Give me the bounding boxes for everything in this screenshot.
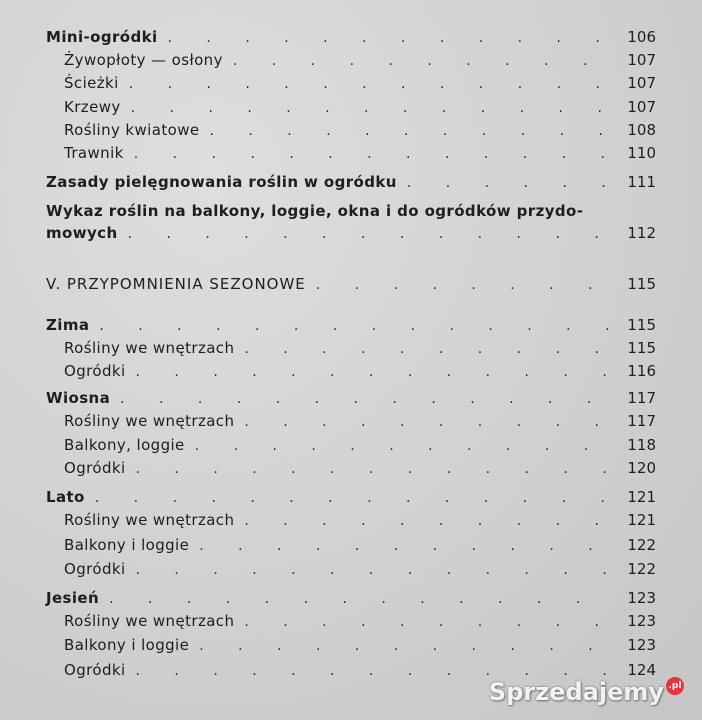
- toc-entry-season: [46, 589, 656, 611]
- toc-entry-wykaz: [46, 224, 656, 246]
- toc-subentry: [64, 560, 656, 582]
- watermark-logo: [489, 678, 684, 706]
- leader-dots: [244, 341, 616, 357]
- toc-entry-title: Żywopłoty — osłony: [64, 51, 223, 69]
- toc-entry-title: Ogródki: [64, 560, 126, 578]
- toc-subentry: [64, 536, 656, 558]
- toc-entry-title: Wiosna: [46, 389, 111, 407]
- toc-entry-page: 106: [627, 28, 656, 46]
- leader-dots: [136, 364, 616, 380]
- leader-dots: [99, 318, 616, 334]
- toc-entry-page: 123: [627, 612, 656, 630]
- leader-dots: [316, 277, 616, 293]
- toc-subentry: [64, 362, 656, 384]
- leader-dots: [131, 100, 616, 116]
- leader-dots: [129, 76, 616, 92]
- toc-entry-wykaz-line1: Wykaz roślin na balkony, loggie, okna i do ogródków przydo-: [46, 202, 584, 220]
- toc-entry-title: Ogródki: [64, 459, 126, 477]
- leader-dots: [195, 438, 616, 454]
- toc-entry-page: 107: [627, 74, 656, 92]
- toc-entry-title: Rośliny we wnętrzach: [64, 412, 235, 430]
- toc-entry-season: [46, 488, 656, 510]
- toc-entry-page: 120: [627, 459, 656, 477]
- toc-entry-page: 121: [627, 511, 656, 529]
- toc-entry-page: 115: [627, 316, 656, 334]
- toc-subentry: [64, 636, 656, 658]
- toc-entry-page: 123: [627, 636, 656, 654]
- leader-dots: [233, 53, 616, 69]
- toc-section-heading: [46, 275, 656, 297]
- toc-entry-title: Ścieżki: [64, 74, 119, 92]
- toc-entry-page: 112: [627, 224, 656, 242]
- toc-entry-page: 122: [627, 560, 656, 578]
- toc-subentry: [64, 511, 656, 533]
- toc-subentry: [64, 412, 656, 434]
- leader-dots: [199, 538, 616, 554]
- toc-entry-title: Trawnik: [64, 144, 124, 162]
- toc-entry-page: 115: [627, 275, 656, 293]
- toc-entry-title: Lato: [46, 488, 85, 506]
- leader-dots: [95, 490, 616, 506]
- toc-entry-title: Zima: [46, 316, 90, 334]
- toc-entry-title: Rośliny we wnętrzach: [64, 511, 235, 529]
- toc-entry-title: Mini-ogródki: [46, 28, 158, 46]
- toc-entry-title: Rośliny kwiatowe: [64, 121, 200, 139]
- watermark-badge: .pl: [666, 677, 684, 695]
- toc-entry-zasady: [46, 173, 656, 195]
- toc-entry-title: Balkony i loggie: [64, 536, 190, 554]
- toc-entry-page: 116: [627, 362, 656, 380]
- leader-dots: [244, 414, 616, 430]
- toc-entry-page: 117: [627, 389, 656, 407]
- leader-dots: [210, 123, 617, 139]
- leader-dots: [407, 175, 616, 191]
- toc-entry-page: 118: [627, 436, 656, 454]
- toc-entry-page: 124: [627, 661, 656, 679]
- toc-entry-title: V. PRZYPOMNIENIA SEZONOWE: [46, 275, 306, 293]
- toc-entry-page: 122: [627, 536, 656, 554]
- toc-entry-page: 107: [627, 98, 656, 116]
- toc-subentry: [64, 612, 656, 634]
- leader-dots: [199, 638, 616, 654]
- leader-dots: [168, 30, 616, 46]
- leader-dots: [136, 663, 616, 679]
- toc-subentry: [64, 144, 656, 166]
- toc-entry-title: Rośliny we wnętrzach: [64, 612, 235, 630]
- toc-subentry: [64, 98, 656, 120]
- toc-entry-page: 121: [627, 488, 656, 506]
- toc-entry-page: 123: [627, 589, 656, 607]
- toc-entry-season: [46, 389, 656, 411]
- toc-entry-page: 111: [627, 173, 656, 191]
- toc-entry-page: 108: [627, 121, 656, 139]
- toc-entry-page: 117: [627, 412, 656, 430]
- toc-entry-page: 110: [627, 144, 656, 162]
- toc-entry-mini-ogrodki: [46, 28, 656, 50]
- toc-subentry: [64, 121, 656, 143]
- toc-entry-title: Rośliny we wnętrzach: [64, 339, 235, 357]
- toc-subentry: [64, 74, 656, 96]
- leader-dots: [244, 513, 616, 529]
- leader-dots: [136, 461, 616, 477]
- toc-entry-title: Zasady pielęgnowania roślin w ogródku: [46, 173, 397, 191]
- watermark-text: Sprzedajemy: [488, 678, 664, 706]
- leader-dots: [136, 562, 616, 578]
- toc-entry-title: Ogródki: [64, 661, 126, 679]
- leader-dots: [134, 146, 616, 162]
- toc-entry-title: Ogródki: [64, 362, 126, 380]
- toc-subentry: [64, 51, 656, 73]
- leader-dots: [120, 391, 616, 407]
- leader-dots: [109, 591, 616, 607]
- toc-entry-page: 107: [627, 51, 656, 69]
- toc-entry-title: Balkony i loggie: [64, 636, 190, 654]
- toc-entry-season: [46, 316, 656, 338]
- toc-entry-title: Balkony, loggie: [64, 436, 185, 454]
- toc-entry-title: mowych: [46, 224, 118, 242]
- toc-subentry: [64, 436, 656, 458]
- toc-entry-title: Krzewy: [64, 98, 121, 116]
- leader-dots: [128, 226, 616, 242]
- toc-subentry: [64, 459, 656, 481]
- toc-entry-title: Jesień: [46, 589, 100, 607]
- toc-entry-page: 115: [627, 339, 656, 357]
- leader-dots: [244, 614, 616, 630]
- toc-subentry: [64, 339, 656, 361]
